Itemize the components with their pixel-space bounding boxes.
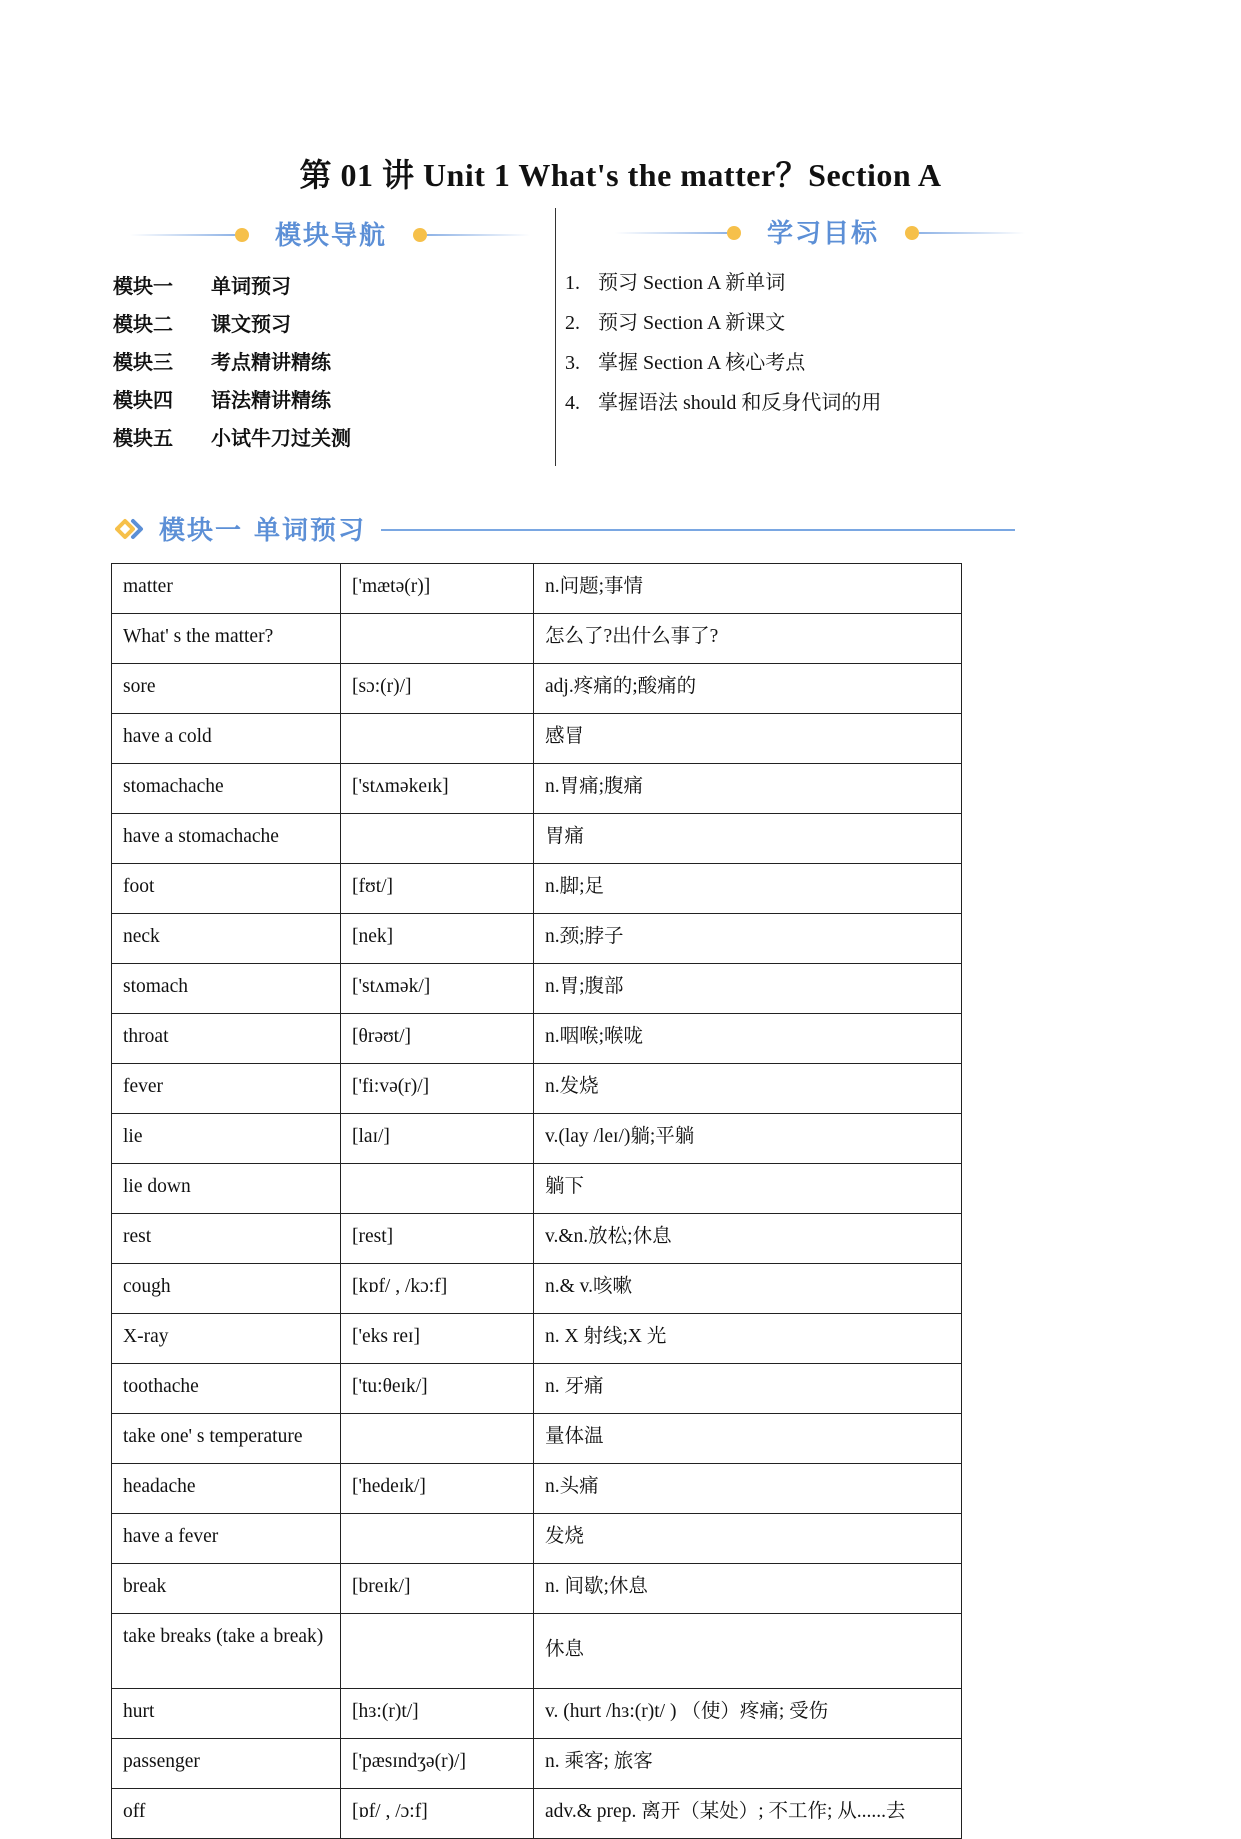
nav-item: 模块三 考点精讲精练	[113, 350, 331, 374]
vocab-phonetic: [nek]	[341, 914, 534, 964]
table-row	[112, 1464, 962, 1514]
goal-item: 2. 预习 Section A 新课文	[565, 312, 786, 334]
vocab-phonetic: [sɔ:(r)/]	[341, 664, 534, 714]
vocab-phonetic: ['stʌməkeɪk]	[341, 764, 534, 814]
vocab-meaning: 休息	[534, 1614, 962, 1689]
nav-banner-label: 模块导航	[275, 221, 388, 251]
banner-dot-icon	[727, 226, 741, 240]
vocab-word: foot	[112, 864, 341, 914]
diamond-chevron-icon	[115, 516, 149, 542]
learning-goals	[565, 266, 881, 426]
vocab-phonetic: [ɒf/ , /ɔ:f]	[341, 1789, 534, 1839]
table-row	[112, 1564, 962, 1614]
vocab-meaning: n.胃痛;腹痛	[534, 764, 962, 814]
vocab-meaning: n.颈;脖子	[534, 914, 962, 964]
table-row	[112, 914, 962, 964]
table-row	[112, 764, 962, 814]
table-row	[112, 1789, 962, 1839]
vocab-phonetic	[341, 614, 534, 664]
vocab-meaning: n. X 射线;X 光	[534, 1314, 962, 1364]
vocab-word: toothache	[112, 1364, 341, 1414]
vocab-phonetic: [laɪ/]	[341, 1114, 534, 1164]
vocab-meaning: 怎么了?出什么事了?	[534, 614, 962, 664]
vocab-word: have a fever	[112, 1514, 341, 1564]
vocab-phonetic: ['pæsɪndʒə(r)/]	[341, 1739, 534, 1789]
vocab-word: take breaks (take a break)	[112, 1614, 341, 1689]
vocab-phonetic: [breɪk/]	[341, 1564, 534, 1614]
banner-dot-icon	[905, 226, 919, 240]
vocab-phonetic: ['stʌmək/]	[341, 964, 534, 1014]
table-row	[112, 1264, 962, 1314]
vocab-meaning: n. 乘客; 旅客	[534, 1739, 962, 1789]
table-row	[112, 1014, 962, 1064]
section-header	[115, 510, 1015, 550]
vocab-meaning: v.(lay /leɪ/)躺;平躺	[534, 1114, 962, 1164]
nav-item: 模块四 语法精讲精练	[113, 388, 331, 412]
vocab-word: lie	[112, 1114, 341, 1164]
goal-item: 1. 预习 Section A 新单词	[565, 272, 786, 294]
vocab-word: hurt	[112, 1689, 341, 1739]
vocab-word: passenger	[112, 1739, 341, 1789]
goal-item: 3. 掌握 Section A 核心考点	[565, 352, 806, 374]
vocab-word: off	[112, 1789, 341, 1839]
vocab-phonetic	[341, 714, 534, 764]
table-row	[112, 714, 962, 764]
goals-banner-label: 学习目标	[767, 219, 880, 249]
banner-dot-icon	[413, 228, 427, 242]
vocab-meaning: n. 牙痛	[534, 1364, 962, 1414]
vocab-meaning: 躺下	[534, 1164, 962, 1214]
goals-banner	[615, 213, 1025, 253]
nav-banner	[130, 215, 530, 255]
nav-item: 模块二 课文预习	[113, 312, 291, 336]
vocab-phonetic: ['eks reɪ]	[341, 1314, 534, 1364]
table-row	[112, 864, 962, 914]
goal-item: 4. 掌握语法 should 和反身代词的用	[565, 392, 882, 414]
vocab-word: X-ray	[112, 1314, 341, 1364]
vocab-word: stomachache	[112, 764, 341, 814]
table-row	[112, 664, 962, 714]
vocab-phonetic: ['hedeɪk/]	[341, 1464, 534, 1514]
vocab-meaning: 发烧	[534, 1514, 962, 1564]
nav-item: 模块一 单词预习	[113, 274, 291, 298]
vocab-phonetic: [rest]	[341, 1214, 534, 1264]
vocab-phonetic: ['tu:θeɪk/]	[341, 1364, 534, 1414]
vocab-meaning: n.& v.咳嗽	[534, 1264, 962, 1314]
vocab-meaning: n.胃;腹部	[534, 964, 962, 1014]
vocab-word: have a cold	[112, 714, 341, 764]
table-row	[112, 1614, 962, 1689]
page-title: 第 01 讲 Unit 1 What's the matter？Section A	[299, 157, 942, 193]
vocab-phonetic	[341, 1514, 534, 1564]
vocab-phonetic	[341, 1414, 534, 1464]
table-row	[112, 1114, 962, 1164]
vocab-word: rest	[112, 1214, 341, 1264]
banner-dot-icon	[235, 228, 249, 242]
table-row	[112, 1064, 962, 1114]
vocab-meaning: n.发烧	[534, 1064, 962, 1114]
vocab-meaning: adj.疼痛的;酸痛的	[534, 664, 962, 714]
vocab-word: lie down	[112, 1164, 341, 1214]
table-row	[112, 1314, 962, 1364]
table-row	[112, 1164, 962, 1214]
vocab-meaning: v. (hurt /hɜ:(r)t/ ) （使）疼痛; 受伤	[534, 1689, 962, 1739]
vocab-phonetic: [fʊt/]	[341, 864, 534, 914]
vocab-phonetic: ['mætə(r)]	[341, 564, 534, 614]
table-row	[112, 1739, 962, 1789]
table-row	[112, 1514, 962, 1564]
table-row	[112, 614, 962, 664]
vocab-word: cough	[112, 1264, 341, 1314]
vocab-word: have a stomachache	[112, 814, 341, 864]
vocab-meaning: 量体温	[534, 1414, 962, 1464]
vocab-phonetic	[341, 1164, 534, 1214]
vocab-meaning: adv.& prep. 离开（某处）; 不工作; 从......去	[534, 1789, 962, 1839]
vocab-phonetic: ['fi:və(r)/]	[341, 1064, 534, 1114]
table-row	[112, 1689, 962, 1739]
vocab-word: take one' s temperature	[112, 1414, 341, 1464]
table-row	[112, 1364, 962, 1414]
nav-item: 模块五 小试牛刀过关测	[113, 426, 351, 450]
section-rule	[381, 529, 1015, 531]
module-nav	[113, 270, 351, 460]
vocab-word: stomach	[112, 964, 341, 1014]
vocab-word: neck	[112, 914, 341, 964]
vocab-phonetic: [θrəʊt/]	[341, 1014, 534, 1064]
table-row	[112, 814, 962, 864]
vocab-word: fever	[112, 1064, 341, 1114]
vocab-word: throat	[112, 1014, 341, 1064]
section-title: 模块一 单词预习	[159, 516, 367, 546]
vocab-phonetic: [hɜ:(r)t/]	[341, 1689, 534, 1739]
vocab-phonetic: [kɒf/ , /kɔ:f]	[341, 1264, 534, 1314]
vocab-meaning: n.脚;足	[534, 864, 962, 914]
table-row	[112, 964, 962, 1014]
vocab-word: matter	[112, 564, 341, 614]
vocab-word: break	[112, 1564, 341, 1614]
vocab-table	[111, 563, 962, 1839]
vocab-word: sore	[112, 664, 341, 714]
vocab-word: What' s the matter?	[112, 614, 341, 664]
vocab-meaning: 感冒	[534, 714, 962, 764]
vocab-meaning: n.头痛	[534, 1464, 962, 1514]
column-divider	[555, 208, 556, 466]
vocab-phonetic	[341, 1614, 534, 1689]
vocab-meaning: 胃痛	[534, 814, 962, 864]
vocab-word: headache	[112, 1464, 341, 1514]
vocab-meaning: v.&n.放松;休息	[534, 1214, 962, 1264]
vocab-meaning: n. 间歇;休息	[534, 1564, 962, 1614]
vocab-phonetic	[341, 814, 534, 864]
vocab-meaning: n.咽喉;喉咙	[534, 1014, 962, 1064]
table-row	[112, 1414, 962, 1464]
table-row	[112, 1214, 962, 1264]
vocab-meaning: n.问题;事情	[534, 564, 962, 614]
table-row	[112, 564, 962, 614]
